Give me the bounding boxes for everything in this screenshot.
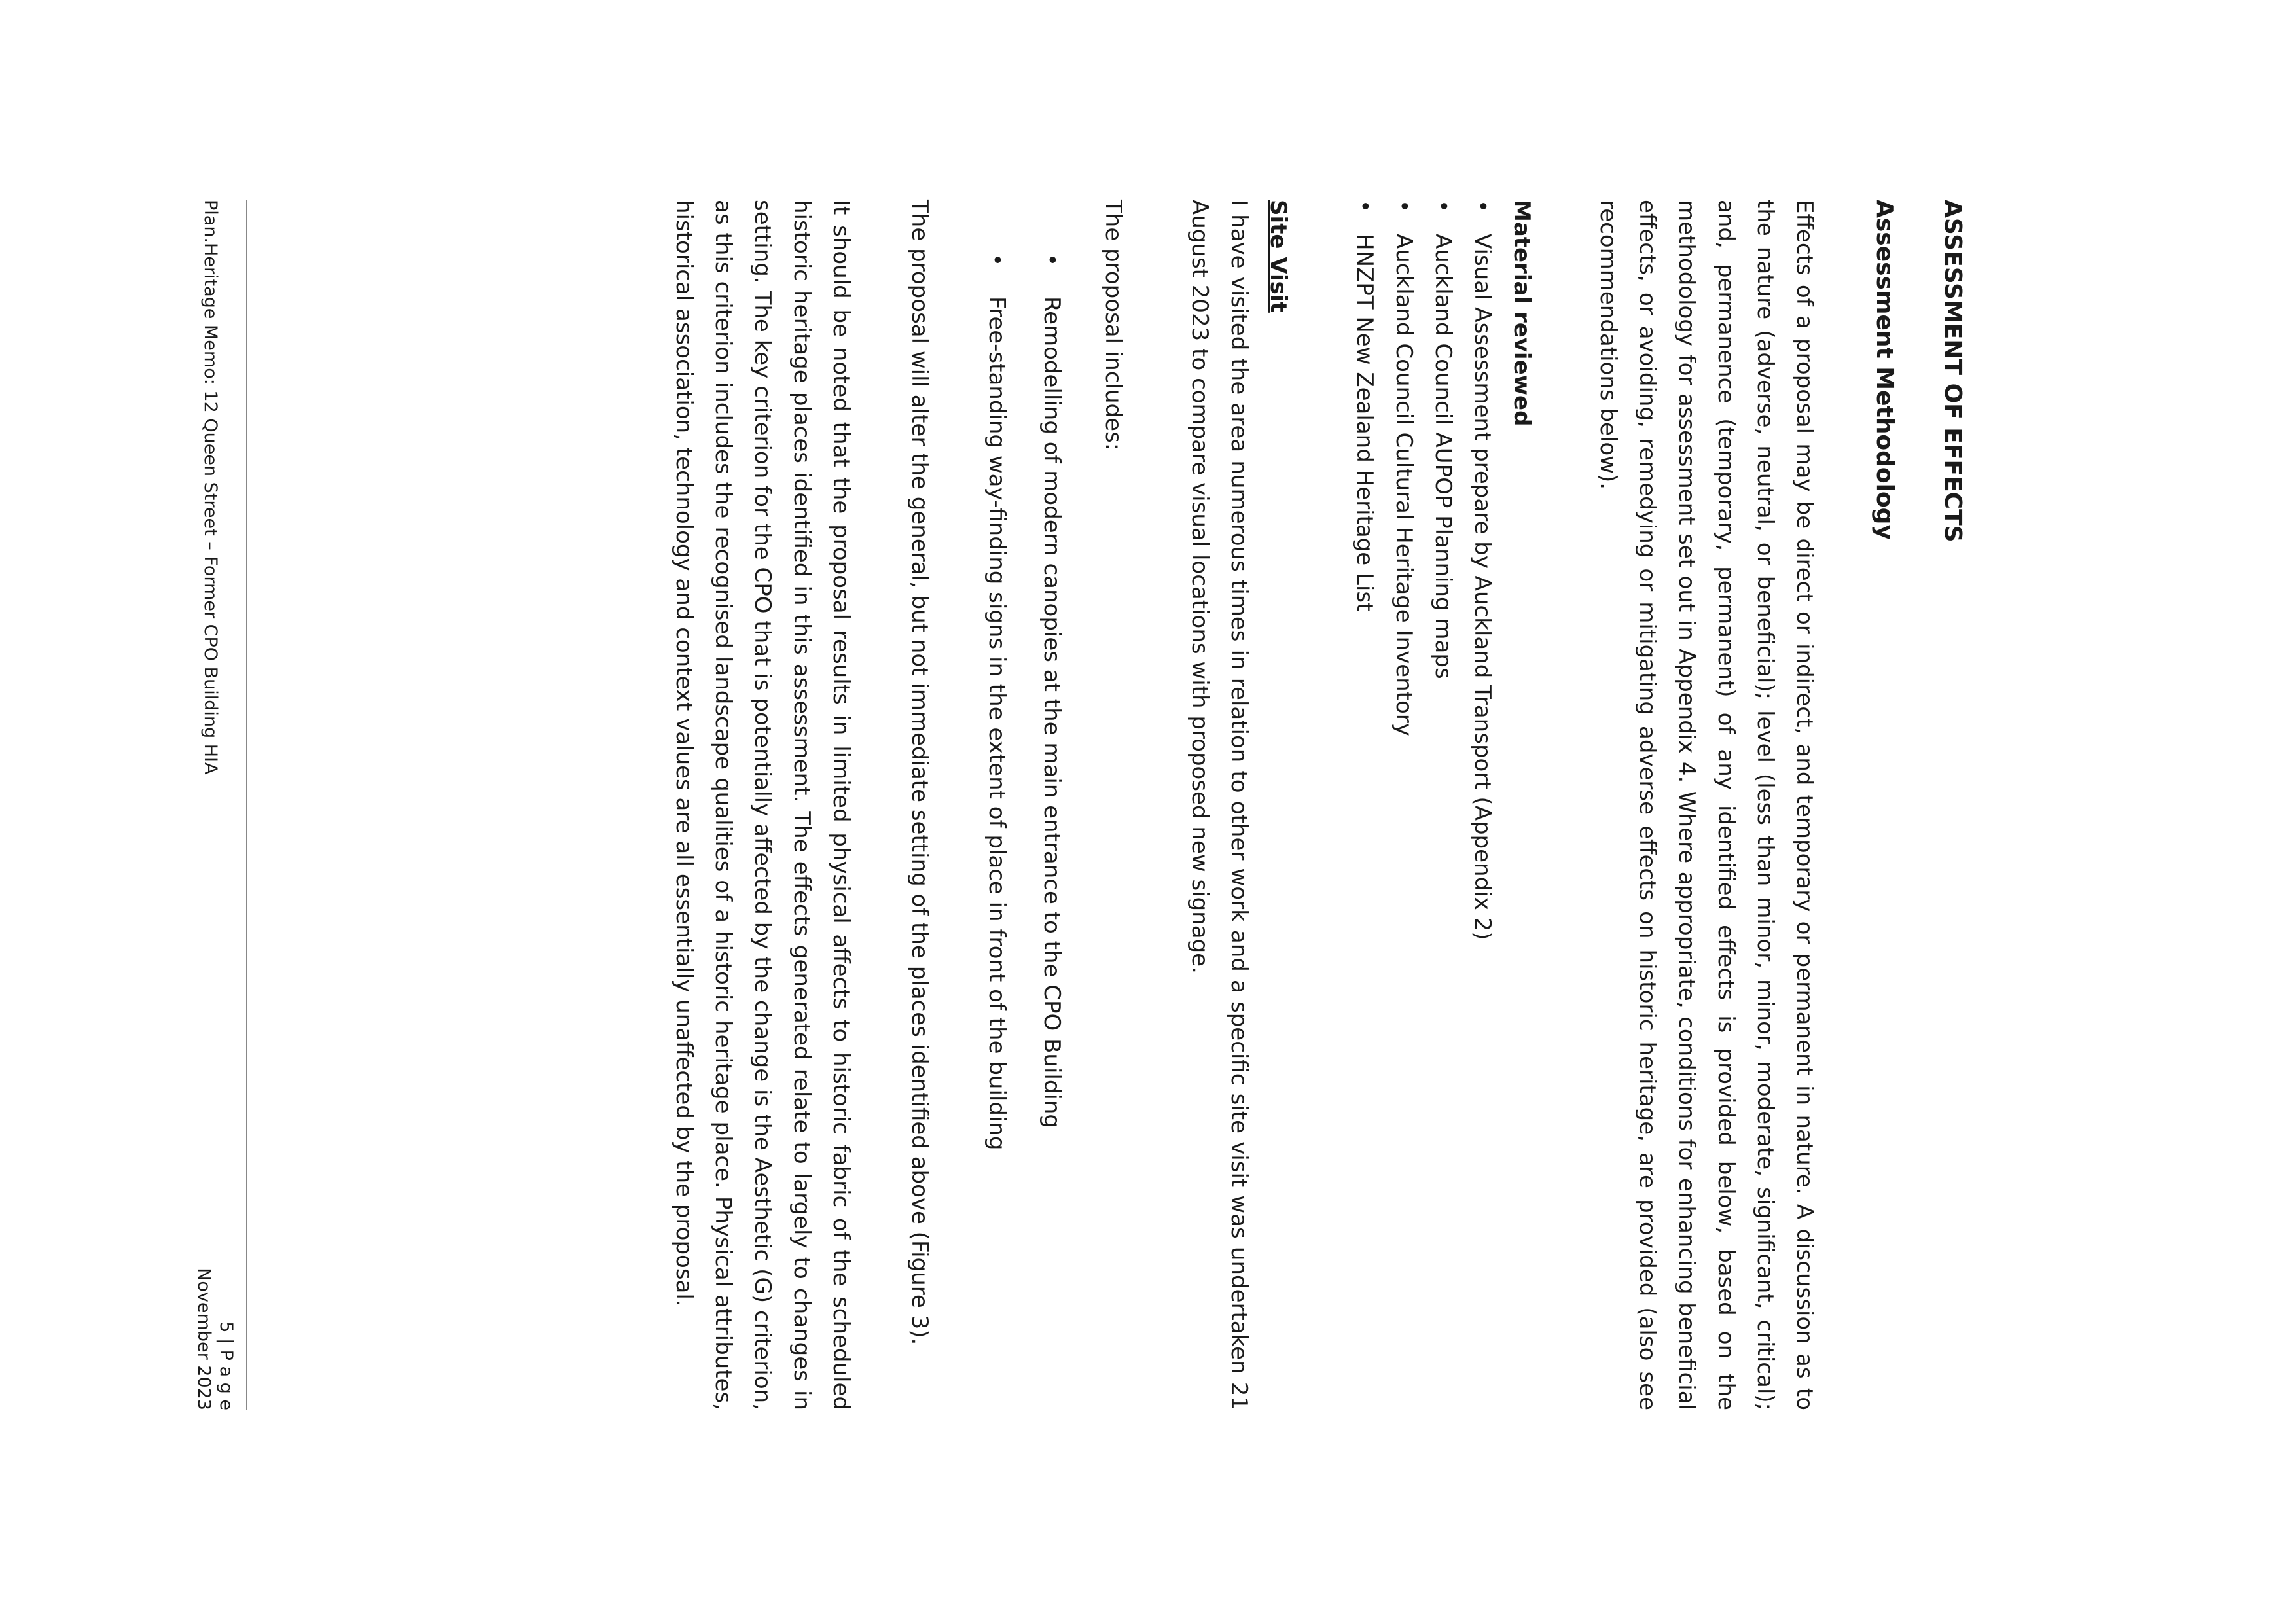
site-visit-title: Site Visit: [1265, 200, 1291, 313]
list-item: • Free-standing way-finding signs in the extent of place in front of the building: [977, 253, 1016, 1410]
material-reviewed-title: Material reviewed: [1509, 200, 1535, 427]
material-reviewed-list: [1345, 200, 1502, 1410]
methodology-paragraph: Effects of a proposal may be direct or indirect, and temporary or permanent in nature. A discussion as to the nature (adverse, neutral, or beneficial); level (less than minor, minor, moderate, significant, critical); and, permanence (temporary, permanent) of any identified effects is provided below, based on the methodology for assessment set out in Appendix 4. Where appropriate, conditions for enhancing beneficial effects, or avoiding, remedying or mitigating adverse effects on historic heritage, are provided (also see recommendations below).: [1595, 200, 1818, 1410]
list-item: • Auckland Council Cultural Heritage Inventory: [1384, 200, 1424, 1410]
document-body: [664, 200, 1972, 1410]
footer-date: November 2023: [194, 1268, 214, 1410]
footer-page-info: [192, 1268, 237, 1410]
proposal-intro: The proposal includes:: [1100, 200, 1126, 451]
footer-document-title: Plan.Heritage Memo: 12 Queen Street – Former CPO Building HIA: [200, 200, 221, 775]
section-heading: ASSESSMENT OF EFFECTS: [1939, 200, 1966, 543]
list-item: • Auckland Council AUPOP Planning maps: [1424, 200, 1463, 1410]
page-footer: [194, 200, 247, 1410]
proposal-alter-paragraph: The proposal will alter the general, but not immediate setting of the places identified above (Figure 3).: [906, 200, 933, 1346]
site-visit-paragraph: I have visited the area numerous times in relation to other work and a specific site visit was undertaken 21 August 2023 to compare visual locations with proposed new signage.: [1187, 200, 1252, 1410]
list-item: • Remodelling of modern canopies at the main entrance to the CPO Building: [1032, 253, 1071, 1410]
list-item: • HNZPT New Zealand Heritage List: [1345, 200, 1384, 1410]
proposal-list: [977, 253, 1071, 1410]
page-number: 5 | P a g e: [216, 1321, 236, 1410]
proposal-noted-paragraph: It should be noted that the proposal results in limited physical affects to historic fabric of the scheduled historic heritage places identified in this assessment. The effects generated relate to largely to changes in setting. The key criterion for the CPO that is potentially affected by the change is the Aesthetic (G) criterion, as this criterion includes the recognised landscape qualities of a historic heritage place. Physical attributes, historical association, technology and context values are all essentially unaffected by the proposal.: [671, 200, 854, 1410]
list-item: • Visual Assessment prepare by Auckland Transport (Appendix 2): [1463, 200, 1502, 1410]
subsection-heading: Assessment Methodology: [1871, 200, 1898, 540]
